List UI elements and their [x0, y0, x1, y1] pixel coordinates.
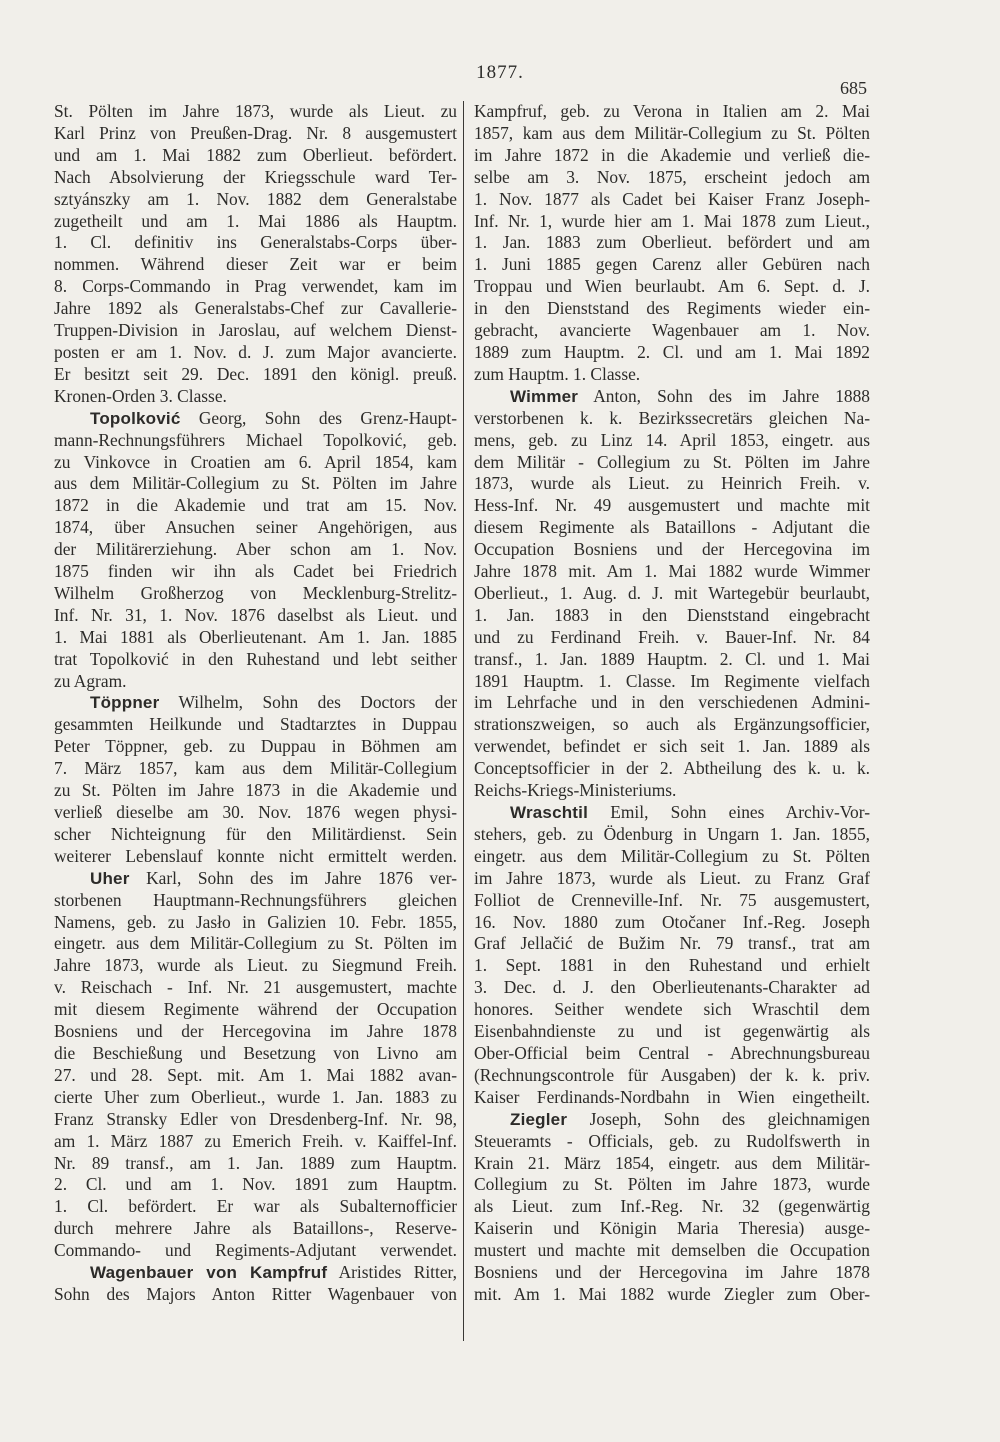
text-line: [474, 320, 870, 342]
line-text: Jahre 1873, wurde als Lieut. zu Siegmund Freih.: [54, 955, 457, 976]
line-text: strationszweigen, so auch als Ergänzungsofficier,: [474, 714, 870, 735]
text-line: [474, 1021, 870, 1043]
text-line: [54, 452, 457, 474]
text-line: [54, 1109, 457, 1131]
text-line: [474, 758, 870, 780]
line-text: dem Militär - Collegium zu St. Pölten im Jahre: [474, 451, 870, 472]
text-line: [474, 386, 870, 408]
entry-name: Wagenbauer von Kampfruf: [90, 1263, 328, 1283]
text-line: [474, 890, 870, 912]
text-line: [474, 517, 870, 539]
text-line: [54, 999, 457, 1021]
line-text: mens, geb. zu Linz 14. April 1853, eingetr. aus: [474, 429, 870, 450]
text-line: [54, 364, 457, 386]
text-line: [474, 189, 870, 211]
text-line: [54, 1240, 457, 1262]
line-text: und am 1. Mai 1882 zum Oberlieut. befördert.: [54, 144, 457, 165]
text-line: [474, 254, 870, 276]
line-text: verwendet, befindet er sich seit 1. Jan. 1889 als: [474, 736, 870, 757]
text-line: [474, 1218, 870, 1240]
text-line: [54, 955, 457, 977]
line-text: Graf Jellačić de Bužim Nr. 79 transf., trat am: [474, 933, 870, 954]
line-text: Joseph, Sohn des gleichnamigen: [567, 1108, 870, 1129]
text-line: [54, 561, 457, 583]
line-text: aus dem Militär-Collegium zu St. Pölten im Jahre: [54, 473, 457, 494]
line-text: 8. Corps-Commando in Prag verwendet, kam im: [54, 276, 457, 297]
text-line: [54, 342, 457, 364]
right-text-column: [474, 101, 870, 1306]
text-line: [54, 1043, 457, 1065]
text-line: [54, 736, 457, 758]
text-line: [54, 649, 457, 671]
line-text: 1875 finden wir ihn als Cadet bei Friedrich: [54, 561, 457, 582]
text-line: [474, 1087, 870, 1109]
line-text: Anton, Sohn des im Jahre 1888: [578, 385, 870, 406]
line-text: 1873, wurde als Lieut. zu Heinrich Freih. v.: [474, 473, 870, 494]
text-line: [474, 101, 870, 123]
line-text: Collegium zu St. Pölten im Jahre 1873, wurde: [474, 1174, 870, 1195]
text-line: [54, 211, 457, 233]
line-text: zum Hauptm. 1. Classe.: [474, 363, 641, 384]
line-text: nommen. Während dieser Zeit war er beim: [54, 254, 457, 275]
line-text: Nach Absolvierung der Kriegsschule ward Ter-: [54, 166, 457, 187]
text-line: [54, 824, 457, 846]
text-line: [474, 912, 870, 934]
line-text: Er besitzt seit 29. Dec. 1891 den königl. preuß.: [54, 363, 457, 384]
line-text: durch mehrere Jahre als Bataillons-, Reserve-: [54, 1218, 457, 1239]
text-line: [54, 1174, 457, 1196]
line-text: Reichs-Kriegs-Ministeriums.: [474, 780, 677, 801]
line-text: als Lieut. zum Inf.-Reg. Nr. 32 (gegenwärtig: [474, 1196, 870, 1217]
line-text: Bosniens und der Hercegovina im Jahre 1878: [54, 1021, 457, 1042]
text-line: [54, 1262, 457, 1284]
line-text: gebracht, avancierte Wagenbauer am 1. Nov.: [474, 320, 870, 341]
line-text: Georg, Sohn des Grenz-Haupt-: [180, 407, 457, 428]
line-text: Kampfruf, geb. zu Verona in Italien am 2. Mai: [474, 101, 870, 121]
text-line: [54, 868, 457, 890]
line-text: 1874, über Ansuchen seiner Angehörigen, aus: [54, 517, 457, 538]
line-text: 1891 Hauptm. 1. Classe. Im Regimente vielfach: [474, 670, 870, 691]
line-text: Truppen-Division in Jaroslau, auf welchem Dienst-: [54, 320, 457, 341]
text-line: [54, 539, 457, 561]
text-line: [474, 167, 870, 189]
line-text: 1. Nov. 1877 als Cadet bei Kaiser Franz Joseph-: [474, 188, 870, 209]
text-line: [474, 211, 870, 233]
line-text: 1857, kam aus dem Militär-Collegium zu St. Pölten: [474, 122, 870, 143]
line-text: mit. Am 1. Mai 1882 wurde Ziegler zum Ober-: [474, 1283, 870, 1304]
left-text-column: [54, 101, 457, 1306]
line-text: Bosniens und der Hercegovina im Jahre 1878: [474, 1262, 870, 1283]
line-text: stehers, geb. zu Ödenburg in Ungarn 1. Jan. 1855,: [474, 823, 870, 844]
line-text: Eisenbahndienste zu und ist gegenwärtig als: [474, 1021, 870, 1042]
text-line: [474, 408, 870, 430]
text-line: [474, 780, 870, 802]
line-text: Conceptsofficier in der 2. Abtheilung des k. u. k.: [474, 758, 870, 779]
line-text: Folliot de Crenneville-Inf. Nr. 75 ausgemustert,: [474, 889, 870, 910]
text-line: [474, 1240, 870, 1262]
text-line: [474, 298, 870, 320]
text-line: [474, 1262, 870, 1284]
text-line: [54, 1196, 457, 1218]
line-text: Karl Prinz von Preußen-Drag. Nr. 8 ausgemustert: [54, 122, 457, 143]
line-text: im Lehrfache und in den verschiedenen Admini-: [474, 692, 870, 713]
text-line: [474, 977, 870, 999]
text-line: [54, 167, 457, 189]
text-line: [54, 408, 457, 430]
line-text: Ober-Official beim Central - Abrechnungsbureau: [474, 1042, 870, 1063]
text-line: [54, 758, 457, 780]
text-line: [474, 649, 870, 671]
text-line: [54, 802, 457, 824]
line-text: 7. März 1857, kam aus dem Militär-Collegium: [54, 758, 457, 779]
line-text: diesem Regimente als Bataillons - Adjutant die: [474, 517, 870, 538]
line-text: zu St. Pölten im Jahre 1873 in die Akademie und: [54, 780, 457, 801]
line-text: Troppau und Wien beurlaubt. Am 6. Sept. d. J.: [474, 276, 870, 297]
text-line: [474, 736, 870, 758]
line-text: 1889 zum Hauptm. 2. Cl. und am 1. Mai 1892: [474, 341, 870, 362]
line-text: die Beschießung und Besetzung von Livno am: [54, 1042, 457, 1063]
entry-name: Wimmer: [510, 386, 579, 406]
header-year: 1877.: [476, 62, 524, 83]
line-text: Kronen-Orden 3. Classe.: [54, 385, 227, 406]
column-divider: [463, 101, 464, 1341]
line-text: im Jahre 1873, wurde als Lieut. zu Franz Graf: [474, 867, 870, 888]
text-line: [474, 692, 870, 714]
line-text: 1. Cl. definitiv ins Generalstabs-Corps über-: [54, 232, 457, 253]
line-text: Inf. Nr. 31, 1. Nov. 1876 daselbst als Lieut. und: [54, 604, 457, 625]
line-text: zu Vinkovce in Croatien am 6. April 1854, kam: [54, 451, 457, 472]
line-text: Jahre 1892 als Generalstabs-Chef zur Cavallerie-: [54, 298, 457, 319]
entry-name: Wraschtil: [510, 803, 589, 822]
text-line: [474, 868, 870, 890]
line-text: honores. Seither wendete sich Wraschtil dem: [474, 999, 870, 1020]
line-text: Inf. Nr. 1, wurde hier am 1. Mai 1878 zum Lieut.,: [474, 210, 870, 231]
text-line: [54, 123, 457, 145]
line-text: zu Agram.: [54, 670, 127, 691]
line-text: Steueramts - Officials, geb. zu Rudolfswerth in: [474, 1130, 870, 1151]
text-line: [54, 495, 457, 517]
text-line: [474, 824, 870, 846]
text-line: [54, 714, 457, 736]
text-line: [54, 1065, 457, 1087]
line-text: v. Reischach - Inf. Nr. 21 ausgemustert, machte: [54, 977, 457, 998]
line-text: 1. Juni 1885 gegen Carenz aller Gebüren nach: [474, 254, 870, 275]
line-text: Wilhelm, Sohn des Doctors der: [159, 692, 457, 713]
line-text: Wilhelm Großherzog von Mecklenburg-Strelitz-: [54, 582, 457, 603]
text-line: [54, 1087, 457, 1109]
line-text: am 1. März 1887 zu Emerich Freih. v. Kaiffel-Inf.: [54, 1130, 457, 1151]
text-line: [474, 276, 870, 298]
text-line: [474, 671, 870, 693]
line-text: und zu Ferdinand Freih. v. Bauer-Inf. Nr. 84: [474, 626, 870, 647]
entry-name: Ziegler: [510, 1109, 568, 1129]
line-text: 27. und 28. Sept. mit. Am 1. Mai 1882 avan-: [54, 1064, 457, 1085]
line-text: Karl, Sohn des im Jahre 1876 ver-: [129, 867, 457, 888]
line-text: gesammten Heilkunde und Stadtarztes in Duppau: [54, 714, 457, 735]
text-line: [54, 1218, 457, 1240]
line-text: Peter Töppner, geb. zu Duppau in Böhmen am: [54, 736, 457, 757]
line-text: eingetr. aus dem Militär-Collegium zu St. Pölten: [474, 845, 870, 866]
text-line: [474, 627, 870, 649]
line-text: im Jahre 1872 in die Akademie und verließ die-: [474, 144, 870, 165]
text-line: [54, 780, 457, 802]
text-line: [474, 999, 870, 1021]
text-line: [54, 276, 457, 298]
text-line: [474, 145, 870, 167]
text-line: [474, 1043, 870, 1065]
text-line: [474, 1153, 870, 1175]
line-text: Nr. 89 transf., am 1. Jan. 1889 zum Hauptm.: [54, 1152, 457, 1173]
line-text: mustert und machte mit demselben die Occupation: [474, 1240, 870, 1261]
line-text: in den Dienststand des Regiments wieder ein-: [474, 298, 870, 319]
line-text: 1. Jan. 1883 zum Oberlieut. befördert und am: [474, 232, 870, 253]
line-text: Sohn des Majors Anton Ritter Wagenbauer von: [54, 1283, 457, 1304]
line-text: St. Pölten im Jahre 1873, wurde als Lieut. zu: [54, 101, 457, 121]
line-text: (Rechnungscontrole für Ausgaben) der k. k. priv.: [474, 1064, 870, 1085]
line-text: sztyánszky am 1. Nov. 1882 dem Generalstabe: [54, 188, 457, 209]
text-line: [54, 671, 457, 693]
text-line: [474, 232, 870, 254]
text-line: [54, 232, 457, 254]
text-line: [474, 473, 870, 495]
text-line: [54, 977, 457, 999]
line-text: Aristides Ritter,: [327, 1262, 457, 1283]
text-line: [54, 933, 457, 955]
text-line: [474, 364, 870, 386]
line-text: 2. Cl. und am 1. Nov. 1891 zum Hauptm.: [54, 1174, 457, 1195]
line-text: transf., 1. Jan. 1889 Hauptm. 2. Cl. und 1. Mai: [474, 648, 870, 669]
text-line: [474, 955, 870, 977]
line-text: eingetr. aus dem Militär-Collegium zu St. Pölten im: [54, 933, 457, 954]
line-text: verließ dieselbe am 30. Nov. 1876 wegen physi-: [54, 802, 457, 822]
line-text: Oberlieut., 1. Aug. d. J. mit Wartegebür beurlaubt,: [474, 582, 870, 603]
line-text: selbe am 3. Nov. 1875, erscheint jedoch am: [474, 166, 870, 187]
page-number: 685: [840, 78, 867, 98]
text-line: [474, 342, 870, 364]
text-line: [54, 1153, 457, 1175]
line-text: Franz Stransky Edler von Dresdenberg-Inf. Nr. 98,: [54, 1108, 457, 1129]
line-text: Krain 21. März 1854, eingetr. aus dem Militär-: [474, 1152, 870, 1173]
text-line: [474, 123, 870, 145]
text-line: [54, 692, 457, 714]
entry-name: Topolković: [90, 408, 181, 428]
line-text: Jahre 1878 mit. Am 1. Mai 1882 wurde Wimmer: [474, 561, 870, 582]
text-line: [54, 846, 457, 868]
text-line: [474, 495, 870, 517]
line-text: Namens, geb. zu Jasło in Galizien 10. Febr. 1855,: [54, 911, 457, 932]
line-text: 1. Sept. 1881 in den Ruhestand und erhielt: [474, 955, 870, 976]
text-line: [54, 605, 457, 627]
line-text: 1. Cl. befördert. Er war als Subalternofficier: [54, 1196, 457, 1217]
text-line: [474, 561, 870, 583]
line-text: 1. Mai 1881 als Oberlieutenant. Am 1. Jan. 1885: [54, 626, 457, 647]
line-text: mann-Rechnungsführers Michael Topolković, geb.: [54, 429, 457, 450]
text-line: [474, 430, 870, 452]
line-text: verstorbenen k. k. Bezirkssecretärs gleichen Na-: [474, 407, 870, 428]
line-text: Kaiserin und Königin Maria Theresia) ausge-: [474, 1218, 870, 1239]
line-text: 1. Jan. 1883 in den Dienststand eingebracht: [474, 604, 870, 625]
entry-name: Uher: [90, 868, 130, 888]
line-text: der Militärerziehung. Aber schon am 1. Nov.: [54, 539, 457, 560]
text-line: [474, 1284, 870, 1306]
text-line: [474, 1109, 870, 1131]
entry-name: Töppner: [90, 693, 160, 713]
line-text: zugetheilt und am 1. Mai 1886 als Hauptm.: [54, 210, 457, 231]
text-line: [474, 539, 870, 561]
text-line: [474, 933, 870, 955]
line-text: scher Nichteignung für den Militärdienst. Sein: [54, 823, 457, 844]
text-line: [474, 802, 870, 824]
text-line: [54, 583, 457, 605]
line-text: Occupation Bosniens und der Hercegovina im: [474, 539, 870, 560]
text-line: [54, 430, 457, 452]
text-line: [54, 254, 457, 276]
text-line: [54, 1131, 457, 1153]
text-line: [474, 1196, 870, 1218]
text-line: [474, 1131, 870, 1153]
text-line: [54, 517, 457, 539]
text-line: [474, 605, 870, 627]
text-line: [54, 912, 457, 934]
text-line: [474, 1065, 870, 1087]
line-text: 1872 in die Akademie und trat am 15. Nov.: [54, 495, 457, 516]
line-text: posten er am 1. Nov. d. J. zum Major avancierte.: [54, 341, 457, 362]
text-line: [54, 189, 457, 211]
text-line: [474, 583, 870, 605]
text-line: [54, 386, 457, 408]
line-text: Emil, Sohn eines Archiv-Vor-: [588, 802, 870, 822]
line-text: storbenen Hauptmann-Rechnungsführers gleichen: [54, 889, 457, 910]
text-line: [54, 101, 457, 123]
text-line: [474, 714, 870, 736]
line-text: Commando- und Regiments-Adjutant verwendet.: [54, 1240, 457, 1261]
line-text: cierte Uher zum Oberlieut., wurde 1. Jan. 1883 zu: [54, 1086, 457, 1107]
text-line: [54, 473, 457, 495]
line-text: 3. Dec. d. J. den Oberlieutenants-Charakter ad: [474, 977, 870, 998]
line-text: 16. Nov. 1880 zum Otočaner Inf.-Reg. Joseph: [474, 911, 870, 932]
line-text: Hess-Inf. Nr. 49 ausgemustert und machte mit: [474, 495, 870, 516]
text-line: [474, 846, 870, 868]
text-line: [54, 298, 457, 320]
text-line: [54, 1021, 457, 1043]
text-line: [54, 890, 457, 912]
line-text: weiterer Lebenslauf konnte nicht ermittelt werden.: [54, 845, 457, 866]
line-text: trat Topolković in den Ruhestand und lebt seither: [54, 648, 457, 669]
text-line: [474, 452, 870, 474]
text-line: [54, 145, 457, 167]
text-line: [54, 320, 457, 342]
text-line: [54, 1284, 457, 1306]
text-line: [54, 627, 457, 649]
line-text: Kaiser Ferdinands-Nordbahn in Wien eingetheilt.: [474, 1086, 870, 1107]
text-line: [474, 1174, 870, 1196]
line-text: mit diesem Regimente während der Occupation: [54, 999, 457, 1020]
